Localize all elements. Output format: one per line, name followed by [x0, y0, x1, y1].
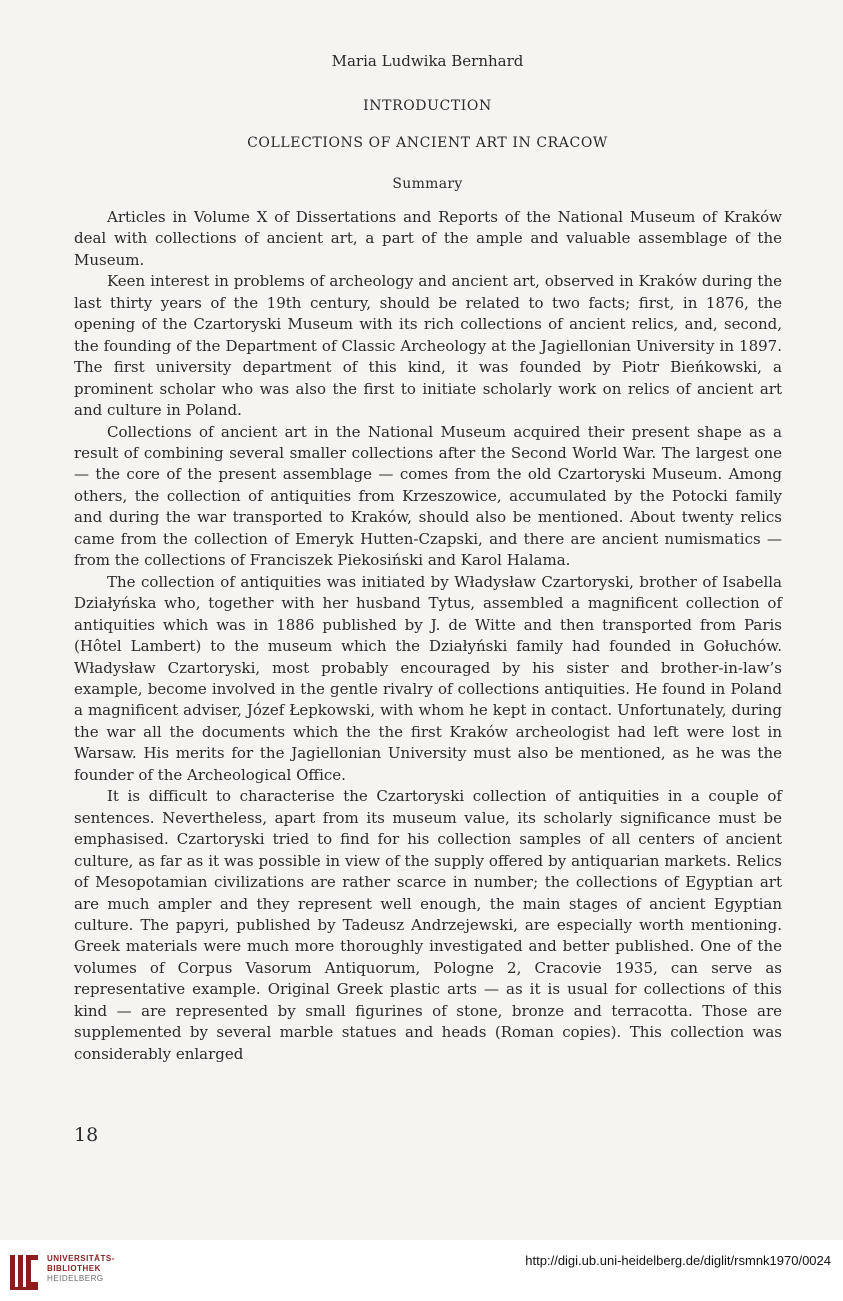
- logo-line: HEIDELBERG: [47, 1274, 104, 1283]
- source-url-link[interactable]: http://digi.ub.uni-heidelberg.de/diglit/rsmnk1970/0024: [525, 1253, 831, 1268]
- body-text: [74, 207, 782, 1065]
- document-subtitle: Summary: [392, 176, 463, 192]
- paragraph: The collection of antiquities was initiated by Władysław Czartoryski, brother of Isabella Działyńska who, together with her husband Tytus, assembled a magnificent collection of antiquities which was in 1886 published by J. de Witte and then transported from Paris (Hôtel Lambert) to the museum which the Działyński family had founded in Gołuchów. Władysław Czartoryski, most probably encouraged by his sister and brother-in-law’s example, become involved in the gentle rivalry of collections antiquities. He found in Poland a magnificent adviser, Józef Łepkowski, with whom he kept in contact. Unfortunately, during the war all the documents which the the first Kraków archeologist had left were lost in Warsaw. His merits for the Jagiellonian University must also be mentioned, as he was the founder of the Archeological Office.: [74, 572, 782, 784]
- library-logo-text[interactable]: [47, 1254, 115, 1284]
- paragraph: It is difficult to characterise the Czartoryski collection of antiquities in a couple of sentences. Nevertheless, apart from its museum value, its scholarly significance must be emphasised. Czartoryski tried to find for his collection samples of all centers of ancient culture, as far as it was possible in view of the supply offered by antiquarian markets. Relics of Mesopotamian civilizations are rather scarce in number; the collections of Egyptian art are much ampler and they represent well enough, the main stages of ancient Egyptian culture. The papyri, published by Tadeusz Andrzejewski, are especially worth mentioning. Greek materials were much more thoroughly investigated and better published. One of the volumes of Corpus Vasorum Antiquorum, Pologne 2, Cracovie 1935, can serve as representative example. Original Greek plastic arts — as it is usual for collections of this kind — are represented by small figurines of stone, bronze and terracotta. Those are supplemented by several marble statues and heads (Roman copies). This collection was considerably enlarged: [74, 787, 782, 1063]
- author-name: Maria Ludwika Bernhard: [331, 52, 524, 70]
- logo-line: UNIVERSITÄTS-: [47, 1254, 115, 1263]
- page-number: 18: [74, 1124, 99, 1146]
- document-title: COLLECTIONS OF ANCIENT ART IN CRACOW: [247, 135, 608, 151]
- paragraph: Keen interest in problems of archeology and ancient art, observed in Kraków during the last thirty years of the 19th century, should be related to two facts; first, in 1876, the opening of the Czartoryski Museum with its rich collections of ancient relics, and, second, the founding of the Department of Classic Archeology at the Jagiellonian University in 1897. The first university department of this kind, it was founded by Piotr Bieńkowski, a prominent scholar who was also the first to initiate scholarly work on relics of ancient art and culture in Poland.: [74, 272, 782, 420]
- paragraph: Collections of ancient art in the National Museum acquired their present shape as a result of combining several smaller collections after the Second World War. The largest one — the core of the present assemblage — comes from the old Czartoryski Museum. Among others, the collection of antiquities from Krzeszowice, accumulated by the Potocki family and during the war transported to Kraków, should also be mentioned. About twenty relics came from the collection of Emeryk Hutten-Czapski, and there are ancient numismatics — from the collections of Franciszek Piekosiński and Karol Halama.: [74, 422, 782, 570]
- footer-bar: [0, 1240, 843, 1301]
- section-title: INTRODUCTION: [363, 98, 492, 114]
- logo-line: BIBLIOTHEK: [47, 1264, 101, 1273]
- library-logo-icon[interactable]: [8, 1251, 42, 1295]
- paragraph: Articles in Volume X of Dissertations and Reports of the National Museum of Kraków deal with collections of ancient art, a part of the ample and valuable assemblage of the Museum.: [74, 208, 782, 269]
